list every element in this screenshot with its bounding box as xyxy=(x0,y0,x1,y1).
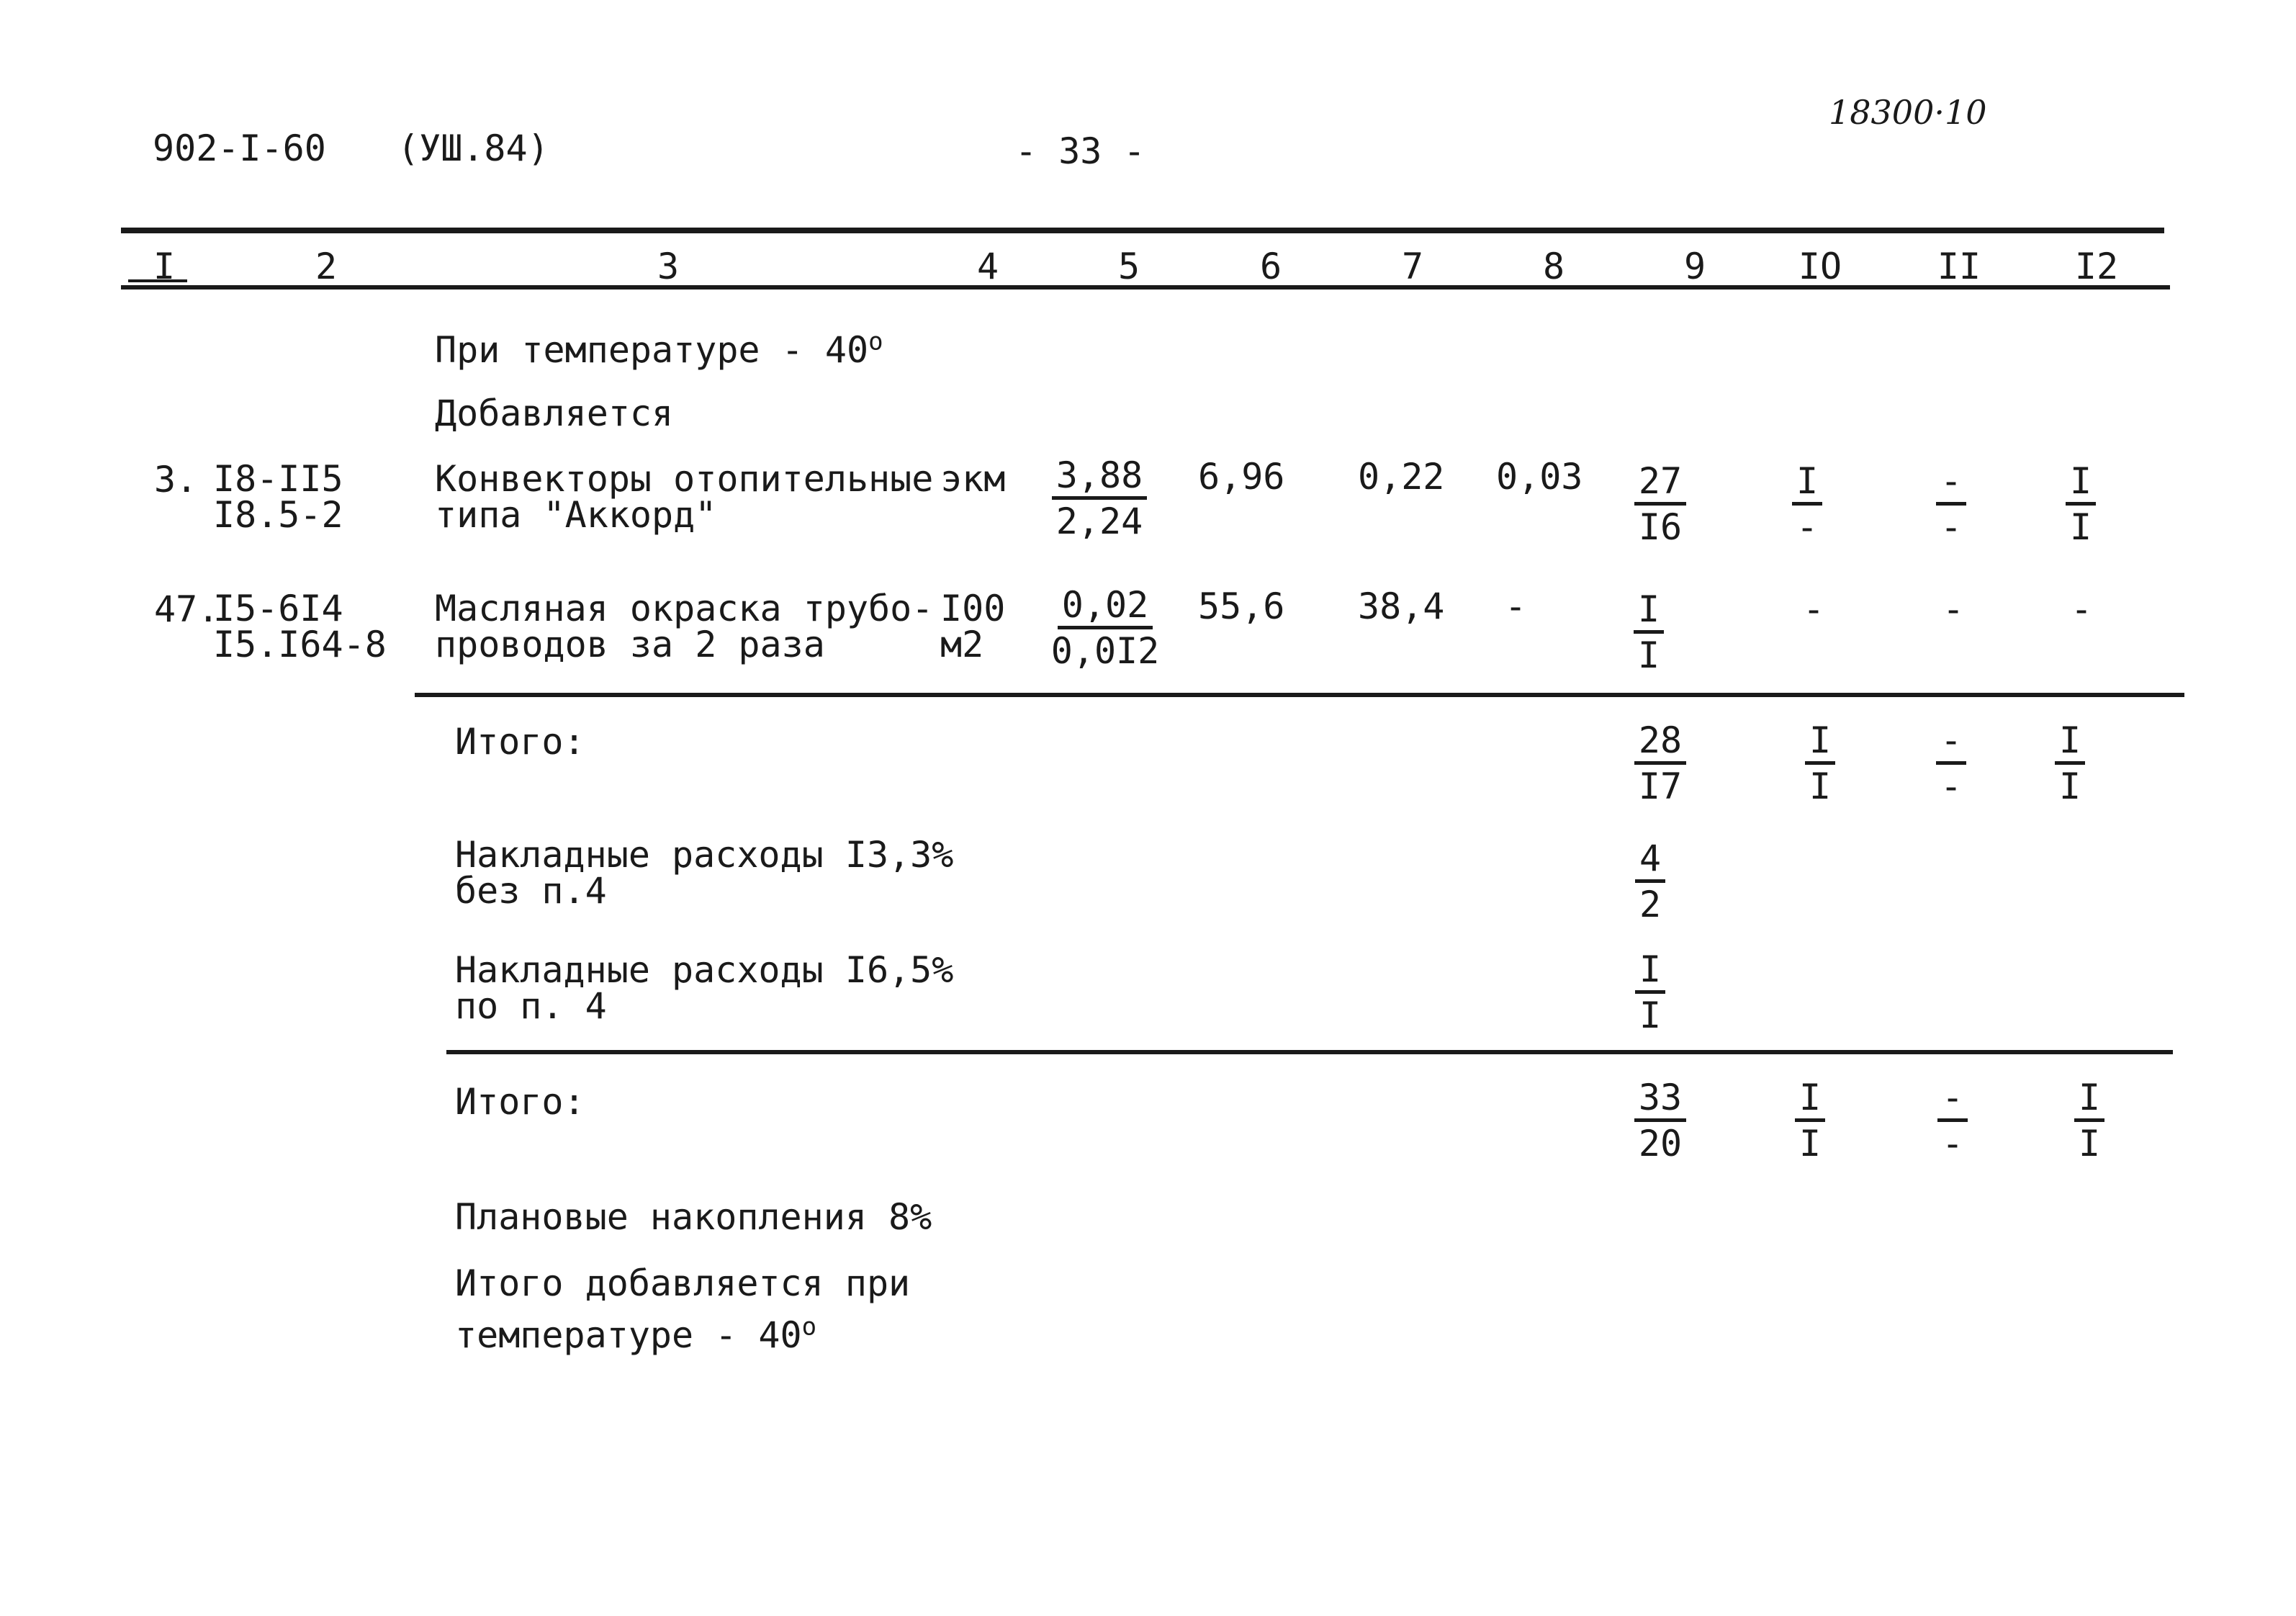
col9-fraction xyxy=(1582,838,1719,930)
fraction-denominator: I xyxy=(1639,995,1662,1036)
temperature-heading xyxy=(435,327,883,371)
col11-fraction xyxy=(1884,1077,2021,1170)
fraction-numerator: I xyxy=(2066,460,2096,506)
fraction-denominator: I xyxy=(1809,766,1832,807)
fraction-numerator: 33 xyxy=(1634,1077,1686,1122)
unit-line-1: I00 xyxy=(940,588,1006,629)
fraction-numerator: - xyxy=(1937,1077,1968,1122)
fraction-denominator: I6 xyxy=(1638,506,1683,548)
degree-sign: о xyxy=(868,327,883,356)
overhead-line-2: по п. 4 xyxy=(455,985,607,1027)
fraction-denominator: 0,0I2 xyxy=(1050,630,1160,672)
row-description xyxy=(435,458,934,536)
handwritten-reference: 18300·10 xyxy=(1829,93,1987,132)
column-header-9: 9 xyxy=(1683,246,1706,287)
column-header-2: 2 xyxy=(315,246,338,287)
col9-fraction xyxy=(1592,720,1729,812)
unit-line-2: м2 xyxy=(940,624,984,665)
planned-savings: Плановые накопления 8% xyxy=(455,1196,932,1238)
fraction-numerator: I xyxy=(1634,588,1664,634)
overhead-description xyxy=(455,834,954,912)
col10-fraction xyxy=(1752,720,1888,812)
col7-value: 0,22 xyxy=(1358,456,1445,498)
subtotal-label: Итого: xyxy=(455,721,585,763)
code-line-2: I8.5-2 xyxy=(213,494,343,536)
fraction-numerator: 0,02 xyxy=(1058,584,1153,629)
fraction-denominator: I xyxy=(2058,766,2081,807)
fraction-numerator: I xyxy=(2055,719,2085,765)
code-line-1: I5-6I4 xyxy=(213,588,343,629)
fraction-numerator: 3,88 xyxy=(1052,454,1147,500)
col10-value: - xyxy=(1803,588,1825,630)
row-position: 47. xyxy=(154,588,220,630)
fraction-numerator: - xyxy=(1936,460,1966,506)
description-line-1: Конвекторы отопительные xyxy=(435,458,934,500)
overhead-line-1: Накладные расходы I3,3% xyxy=(455,834,954,876)
subtotal-rule-2 xyxy=(446,1050,2173,1054)
fraction-numerator: I xyxy=(2074,1077,2104,1122)
row-unit xyxy=(940,458,1006,500)
fraction-numerator: 28 xyxy=(1634,719,1686,765)
overhead-description xyxy=(455,949,954,1027)
fraction-numerator: 4 xyxy=(1635,838,1665,883)
top-rule xyxy=(121,228,2164,233)
temperature-heading-text: При температуре - 40 xyxy=(435,329,869,371)
subtotal-label: Итого: xyxy=(455,1081,585,1123)
fraction-numerator: I xyxy=(1805,719,1835,765)
fraction-denominator: 20 xyxy=(1638,1123,1683,1164)
column-header-3: 3 xyxy=(657,246,680,287)
overhead-line-1: Накладные расходы I6,5% xyxy=(455,949,954,991)
column-header-7: 7 xyxy=(1401,246,1424,287)
fraction-denominator: 2,24 xyxy=(1055,500,1143,542)
row-position: 3. xyxy=(154,459,198,500)
col5-fraction xyxy=(1037,585,1174,677)
description-line-1: Масляная окраска трубо- xyxy=(435,588,934,629)
col8-value: - xyxy=(1505,585,1527,627)
fraction-numerator: I xyxy=(1792,460,1822,506)
column-header-6: 6 xyxy=(1259,246,1282,287)
fraction-numerator: I xyxy=(1795,1077,1825,1122)
col6-value: 55,6 xyxy=(1198,585,1285,627)
fraction-numerator: I xyxy=(1635,948,1665,994)
col9-fraction xyxy=(1582,949,1719,1041)
fraction-numerator: 27 xyxy=(1634,460,1686,506)
page-number: - 33 - xyxy=(1015,130,1145,172)
col11-value: - xyxy=(1942,588,1965,630)
row-code xyxy=(213,458,343,536)
row-code xyxy=(213,588,387,665)
subtotal-rule-1 xyxy=(415,693,2184,697)
col8-value: 0,03 xyxy=(1496,456,1583,498)
col12-fraction xyxy=(2021,1077,2158,1170)
description-line-2: типа "Аккорд" xyxy=(435,494,717,536)
column-header-4: 4 xyxy=(976,246,999,287)
col12-value: - xyxy=(2071,588,2093,630)
fraction-denominator: I xyxy=(1637,634,1660,676)
col12-fraction xyxy=(2002,720,2138,812)
col6-value: 6,96 xyxy=(1198,456,1285,498)
col11-fraction xyxy=(1883,461,2020,553)
fraction-denominator: - xyxy=(1796,506,1819,548)
fraction-denominator: - xyxy=(1940,506,1963,548)
degree-sign: о xyxy=(801,1312,817,1342)
code-line-1: I8-II5 xyxy=(213,458,343,500)
column-header-10: IO xyxy=(1798,246,1842,287)
fraction-denominator: I7 xyxy=(1638,766,1683,807)
fraction-denominator: I xyxy=(2078,1123,2101,1164)
added-label: Добавляется xyxy=(435,392,674,434)
col10-fraction xyxy=(1742,1077,1878,1170)
unit-line-1: экм xyxy=(940,458,1006,500)
fraction-denominator: 2 xyxy=(1639,884,1662,925)
column-header-1: I xyxy=(153,246,176,287)
col5-fraction xyxy=(1031,455,1168,547)
description-line-2: проводов за 2 раза xyxy=(435,624,825,665)
column-header-5: 5 xyxy=(1117,246,1140,287)
col7-value: 38,4 xyxy=(1358,585,1445,627)
total-added-text: температуре - 40 xyxy=(455,1314,802,1356)
total-added-line-1: Итого добавляется при xyxy=(455,1262,911,1304)
col9-fraction xyxy=(1592,1077,1729,1170)
fraction-numerator: - xyxy=(1936,719,1966,765)
document-code: 902-I-60 xyxy=(153,127,326,169)
row-unit xyxy=(940,588,1006,665)
col12-fraction xyxy=(2012,461,2149,553)
col11-fraction xyxy=(1883,720,2020,812)
fraction-denominator: I xyxy=(2069,506,2092,548)
column-header-8: 8 xyxy=(1542,246,1565,287)
col10-fraction xyxy=(1739,461,1876,553)
date-code: (УШ.84) xyxy=(397,127,549,169)
column-header-12: I2 xyxy=(2074,246,2119,287)
total-added-line-2 xyxy=(455,1312,817,1356)
col9-fraction xyxy=(1580,589,1717,681)
row-description xyxy=(435,588,934,665)
col9-fraction xyxy=(1592,461,1729,553)
overhead-line-2: без п.4 xyxy=(455,870,607,912)
code-line-2: I5.I64-8 xyxy=(213,624,387,665)
column-header-11: II xyxy=(1937,246,1981,287)
fraction-denominator: - xyxy=(1940,766,1963,807)
fraction-denominator: - xyxy=(1941,1123,1964,1164)
fraction-denominator: I xyxy=(1798,1123,1822,1164)
